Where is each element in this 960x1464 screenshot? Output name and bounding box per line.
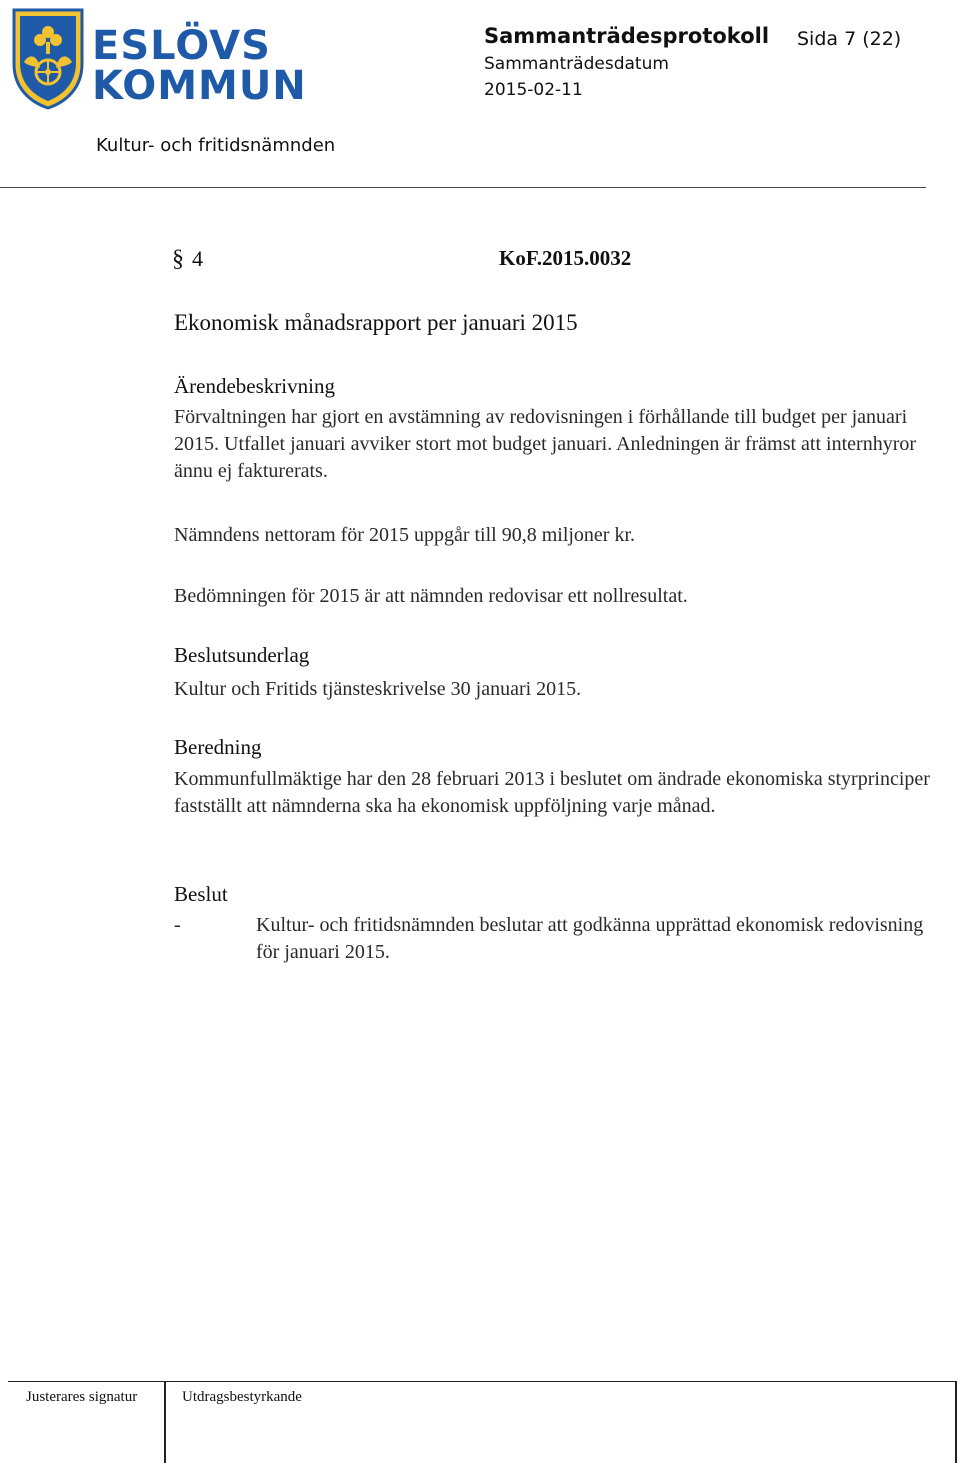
paragraph-arendebeskrivning: Förvaltningen har gjort en avstämning av redovisningen i förhållande till budget per januari 2015. Utfallet januari avviker stort mot budget januari. Anledningen är främst att internhyror ännu ej fakturerats.: [174, 406, 917, 482]
heading-beslutsunderlag: Beslutsunderlag: [174, 643, 310, 667]
document-title: Sammanträdesprotokoll: [484, 24, 770, 48]
heading-arendebeskrivning: Ärendebeskrivning: [174, 374, 335, 398]
footer-signature-label: Justerares signatur: [26, 1389, 138, 1405]
item-title: Ekonomisk månadsrapport per januari 2015: [174, 310, 578, 335]
footer-extract-label: Utdragsbestyrkande: [182, 1389, 302, 1405]
heading-beredning: Beredning: [174, 735, 262, 759]
header-divider: [0, 187, 926, 188]
case-number: KoF.2015.0032: [499, 246, 632, 270]
section-sign: §: [172, 246, 184, 272]
org-name-line1: ESLÖVS: [92, 23, 271, 69]
paragraph-beslutsunderlag: Kultur och Fritids tjänsteskrivelse 30 januari 2015.: [174, 678, 582, 700]
org-name-line2: KOMMUN: [92, 63, 307, 109]
heading-beslut: Beslut: [174, 882, 228, 906]
page-number: Sida 7 (22): [797, 28, 902, 50]
footer-right-border: [955, 1381, 957, 1463]
coat-of-arms-icon: [8, 6, 88, 110]
paragraph-bedomning: Bedömningen för 2015 är att nämnden redovisar ett nollresultat.: [174, 585, 688, 607]
meeting-date-label: Sammanträdesdatum: [484, 54, 669, 74]
list-bullet: -: [174, 914, 181, 936]
footer-column-divider: [164, 1381, 166, 1463]
paragraph-nettoram: Nämndens nettoram för 2015 uppgår till 90,8 miljoner kr.: [174, 524, 636, 546]
item-number: 4: [192, 246, 203, 271]
decision-item: Kultur- och fritidsnämnden beslutar att godkänna upprättad ekonomisk redovisning för januari 2015.: [256, 914, 924, 963]
paragraph-beredning: Kommunfullmäktige har den 28 februari 2013 i beslutet om ändrade ekonomiska styrprinciper fastställt att nämnderna ska ha ekonomisk uppföljning varje månad.: [174, 768, 930, 817]
committee-name: Kultur- och fritidsnämnden: [96, 135, 336, 156]
footer-signature-box: [8, 1381, 956, 1464]
meeting-date-value: 2015-02-11: [484, 80, 583, 100]
